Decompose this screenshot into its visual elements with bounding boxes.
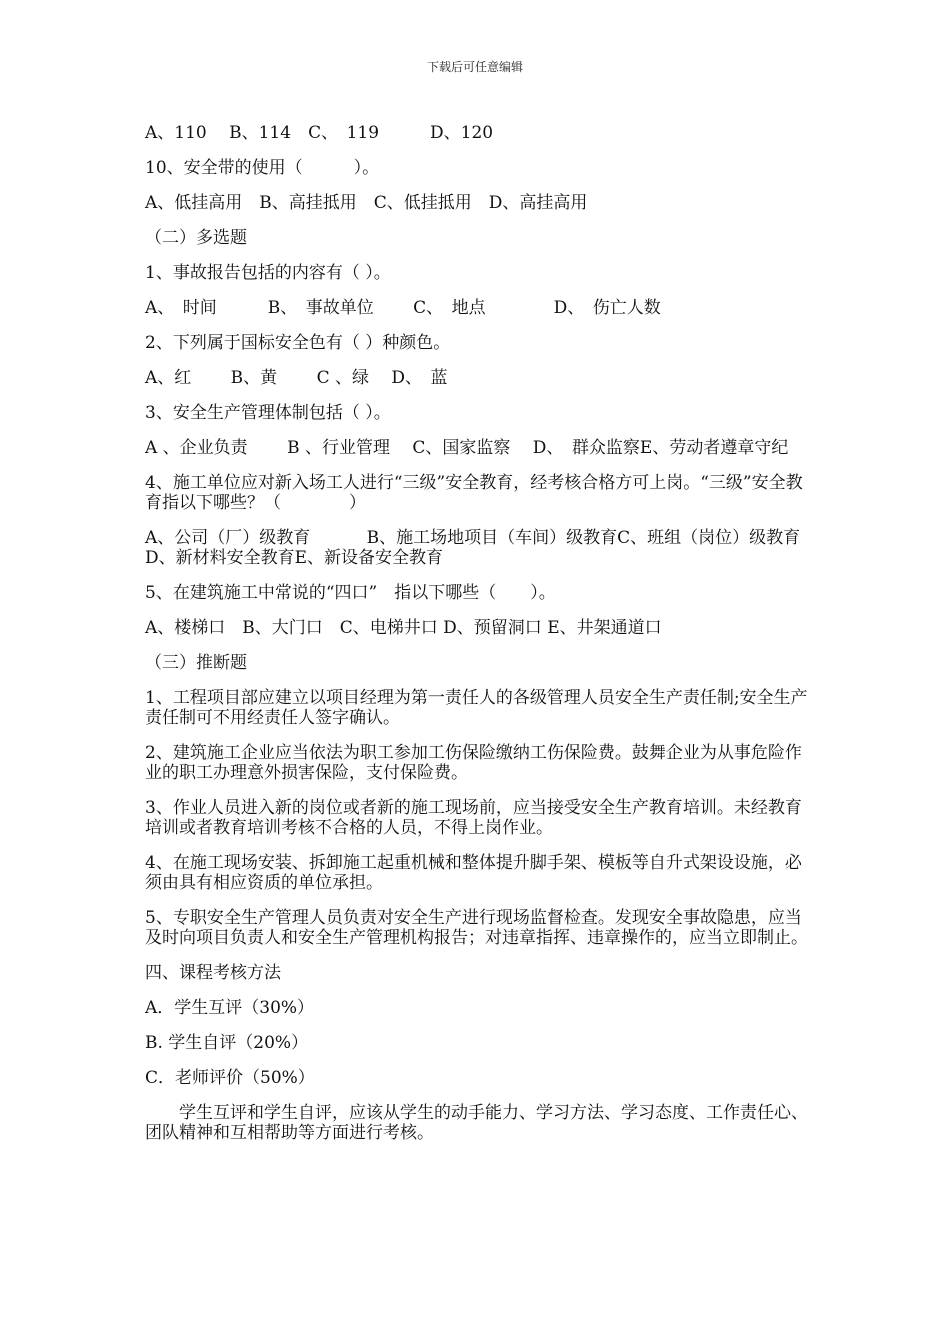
section-judgement: （三）推断题: [145, 653, 247, 673]
mc4-options: A、公司（厂）级教育 B、施工场地项目（车间）级教育C、班组（岗位）级教育 D、新材料安全教育E、新设备安全教育: [145, 528, 823, 568]
mc4-question: 4、施工单位应对新入场工人进行“三级”安全教育，经考核合格方可上岗。“三级”安全教育指以下哪些？（ ）: [145, 473, 803, 513]
mc3-question: 3、安全生产管理体制包括（ ）。: [145, 403, 391, 423]
assessment-b: B. 学生自评（20%）: [145, 1033, 309, 1053]
mc1-options: A、 时间 B、 事故单位 C、 地点 D、 伤亡人数: [145, 298, 661, 318]
section-multiple-choice: （二）多选题: [145, 228, 247, 248]
mc2-options: A、红 B、黄 C 、绿 D、 蓝: [145, 368, 448, 388]
page-header: 下载后可任意编辑: [426, 60, 523, 74]
mc3-options: A 、企业负责 B 、行业管理 C、国家监察 D、 群众监察E、劳动者遵章守纪: [145, 438, 789, 458]
judgement-4: 4、在施工现场安装、拆卸施工起重机械和整体提升脚手架、模板等自升式架设设施，必须由具有相应资质的单位承担。: [145, 853, 802, 893]
section-assessment: 四、课程考核方法: [145, 963, 281, 983]
assessment-c: C．老师评价（50%）: [145, 1068, 315, 1088]
mc5-question: 5、在建筑施工中常说的“四口” 指以下哪些（ ）。: [145, 583, 556, 603]
assessment-paragraph: 学生互评和学生自评，应该从学生的动手能力、学习方法、学习态度、工作责任心、团队精神和互相帮助等方面进行考核。: [145, 1103, 808, 1143]
judgement-2: 2、建筑施工企业应当依法为职工参加工伤保险缴纳工伤保险费。鼓舞企业为从事危险作业的职工办理意外损害保险，支付保险费。: [145, 743, 802, 783]
mc2-question: 2、下列属于国标安全色有（ ）种颜色。: [145, 333, 451, 353]
mc5-options: A、楼梯口 B、大门口 C、电梯井口 D、预留洞口 E、井架通道口: [145, 618, 662, 638]
document-body: [145, 123, 823, 1158]
q9-options: A、110 B、114 C、 119 D、120: [145, 123, 494, 143]
judgement-1: 1、工程项目部应建立以项目经理为第一责任人的各级管理人员安全生产责任制;安全生产责任制可不用经责任人签字确认。: [145, 688, 808, 728]
q10-options: A、低挂高用 B、高挂抵用 C、低挂抵用 D、高挂高用: [145, 193, 588, 213]
judgement-3: 3、作业人员进入新的岗位或者新的施工现场前，应当接受安全生产教育培训。未经教育培训或者教育培训考核不合格的人员，不得上岗作业。: [145, 798, 802, 838]
q10-question: 10、安全带的使用（ ）。: [145, 158, 380, 178]
mc1-question: 1、事故报告包括的内容有（ ）。: [145, 263, 391, 283]
assessment-a: A．学生互评（30%）: [145, 998, 315, 1018]
judgement-5: 5、专职安全生产管理人员负责对安全生产进行现场监督检查。发现安全事故隐患，应当及时向项目负责人和安全生产管理机构报告；对违章指挥、违章操作的，应当立即制止。: [145, 908, 808, 948]
